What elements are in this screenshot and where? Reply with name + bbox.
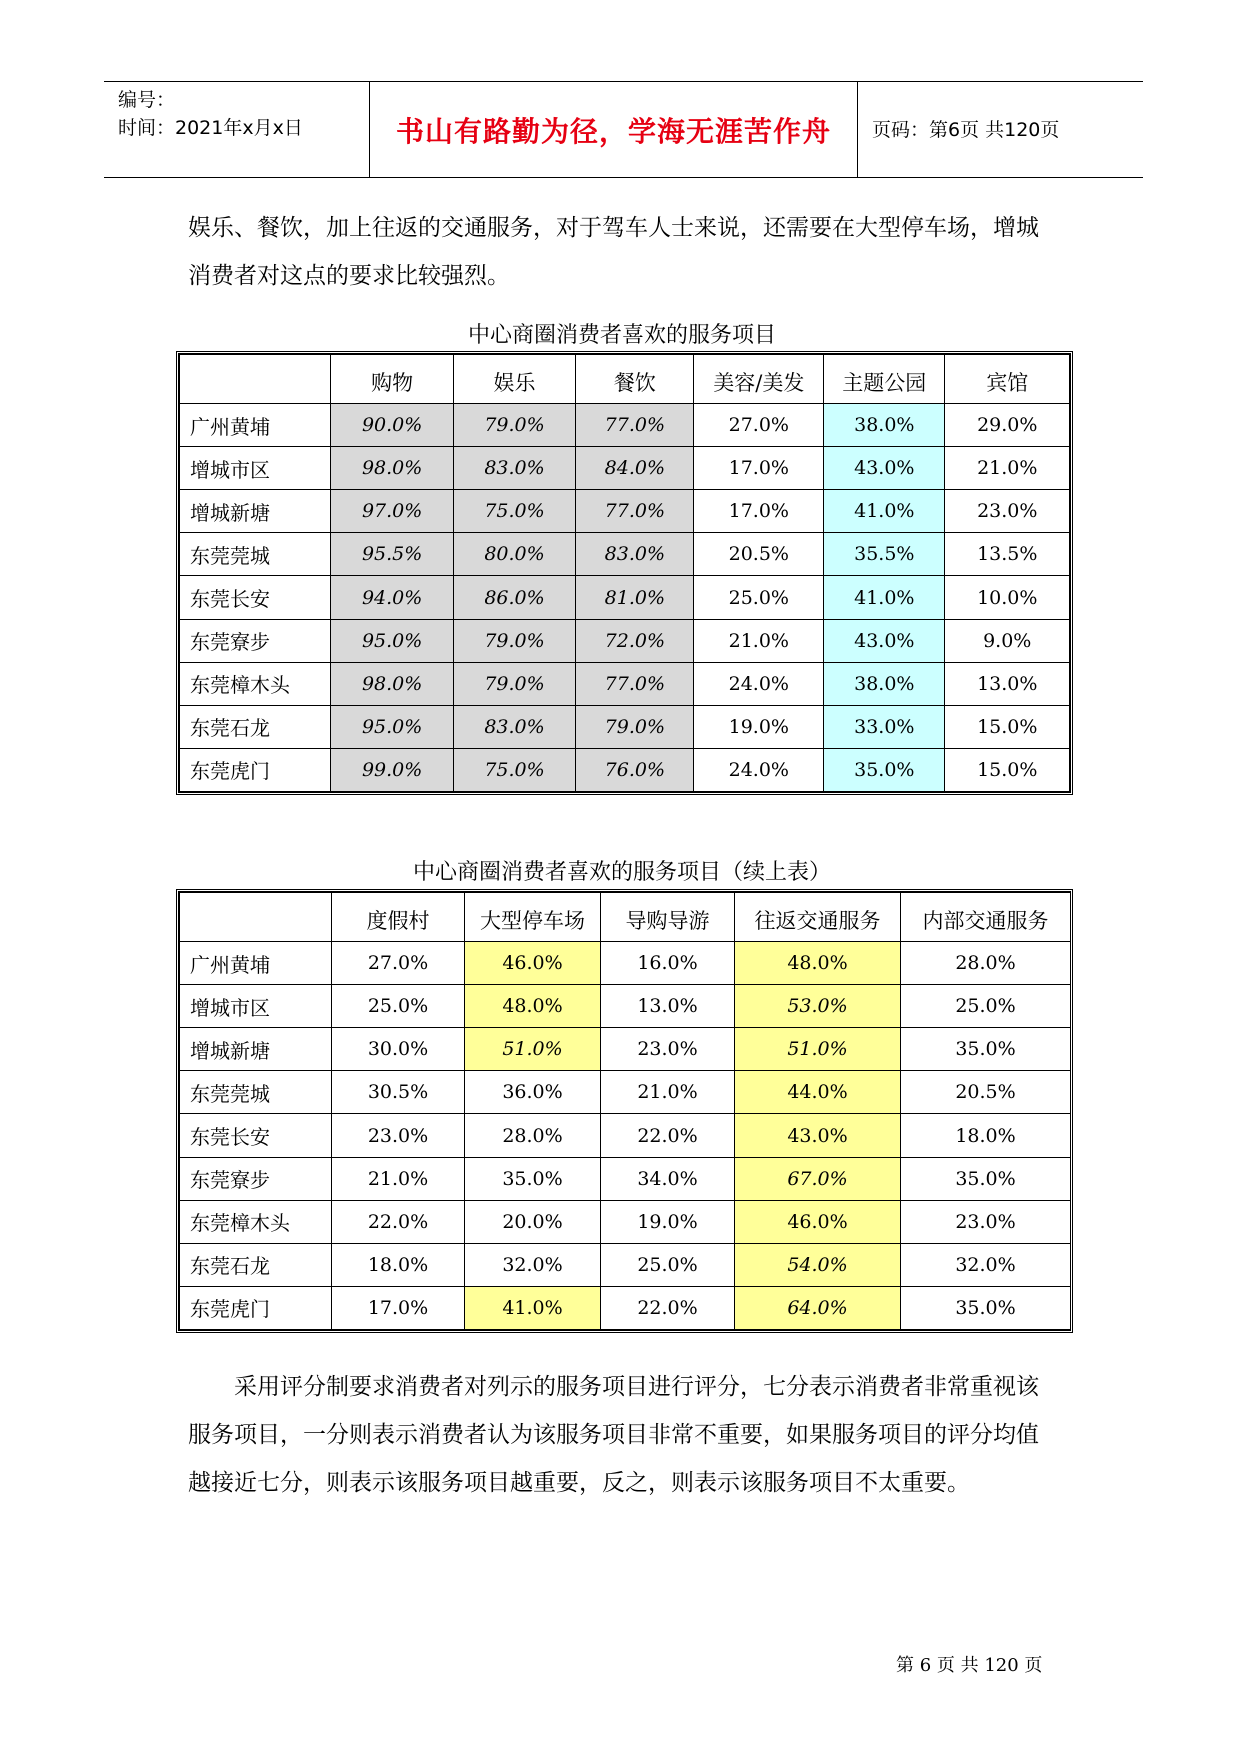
table-row xyxy=(180,576,1070,619)
column-header: 导购导游 xyxy=(601,893,735,942)
table-cell: 95.0% xyxy=(331,705,453,748)
table-cell: 22.0% xyxy=(332,1200,465,1243)
table-cell: 51.0% xyxy=(735,1028,901,1071)
body-paragraph-bottom: 采用评分制要求消费者对列示的服务项目进行评分，七分表示消费者非常重视该服务项目，一分则表示消费者认为该服务项目非常不重要，如果服务项目的评分均值越接近七分，则表示该服务项目越重要，反之，则表示该服务项目不太重要。 xyxy=(188,1374,1039,1496)
page-footer: 第 6 页 共 120 页 xyxy=(896,1655,1043,1676)
page-info: 页码：第6页 共120页 xyxy=(872,119,1060,141)
row-label: 东莞虎门 xyxy=(180,748,331,791)
table-cell: 20.0% xyxy=(465,1200,601,1243)
table-cell: 13.5% xyxy=(945,533,1070,576)
table-cell: 90.0% xyxy=(331,404,453,447)
column-header: 主题公园 xyxy=(824,355,945,404)
table-cell: 15.0% xyxy=(945,748,1070,791)
table2-caption: 中心商圈消费者喜欢的服务项目（续上表） xyxy=(412,860,831,885)
table-row xyxy=(180,447,1070,490)
table-cell: 32.0% xyxy=(465,1243,601,1286)
table-cell: 35.0% xyxy=(465,1157,601,1200)
table-cell: 41.0% xyxy=(465,1286,601,1329)
row-label: 东莞寮步 xyxy=(180,1157,332,1200)
header-motto: 书山有路勤为径，学海无涯苦作舟 xyxy=(395,115,831,148)
row-label: 东莞石龙 xyxy=(180,705,331,748)
table-cell: 72.0% xyxy=(576,619,694,662)
table-cell: 20.5% xyxy=(901,1071,1071,1114)
table-cell: 75.0% xyxy=(453,748,575,791)
table-cell: 79.0% xyxy=(576,705,694,748)
table-cell: 35.0% xyxy=(824,748,945,791)
table-cell: 28.0% xyxy=(465,1114,601,1157)
table-row xyxy=(180,985,1071,1028)
table-row xyxy=(180,1157,1071,1200)
row-label: 广州黄埔 xyxy=(180,942,332,985)
table-row xyxy=(180,490,1070,533)
table-cell: 33.0% xyxy=(824,705,945,748)
table1-caption: 中心商圈消费者喜欢的服务项目 xyxy=(467,323,776,348)
table-cell: 35.0% xyxy=(901,1028,1071,1071)
table-cell: 17.0% xyxy=(332,1286,465,1329)
table-cell: 86.0% xyxy=(453,576,575,619)
table-cell: 25.0% xyxy=(901,985,1071,1028)
table-cell: 76.0% xyxy=(576,748,694,791)
row-label: 东莞寮步 xyxy=(180,619,331,662)
table-row xyxy=(180,1286,1071,1329)
table-cell: 13.0% xyxy=(601,985,735,1028)
table-cell: 21.0% xyxy=(332,1157,465,1200)
table-cell: 22.0% xyxy=(601,1286,735,1329)
table-cell: 48.0% xyxy=(735,942,901,985)
table-cell: 23.0% xyxy=(332,1114,465,1157)
table-cell: 34.0% xyxy=(601,1157,735,1200)
table-cell: 67.0% xyxy=(735,1157,901,1200)
table-row xyxy=(180,404,1070,447)
page-header xyxy=(104,81,1143,178)
table-cell: 27.0% xyxy=(332,942,465,985)
table-cell: 35.0% xyxy=(901,1286,1071,1329)
row-label: 东莞虎门 xyxy=(180,1286,332,1329)
table-cell: 22.0% xyxy=(601,1114,735,1157)
column-header: 宾馆 xyxy=(945,355,1070,404)
table-cell: 99.0% xyxy=(331,748,453,791)
row-label: 东莞樟木头 xyxy=(180,1200,332,1243)
table2 xyxy=(176,889,1073,1333)
table-cell: 35.5% xyxy=(824,533,945,576)
table-cell: 35.0% xyxy=(901,1157,1071,1200)
table-cell: 19.0% xyxy=(601,1200,735,1243)
table-cell: 21.0% xyxy=(694,619,824,662)
body-paragraph-top: 娱乐、餐饮，加上往返的交通服务，对于驾车人士来说，还需要在大型停车场，增城消费者对这点的要求比较强烈。 xyxy=(188,215,1039,289)
table-cell: 23.0% xyxy=(945,490,1070,533)
table-cell: 51.0% xyxy=(465,1028,601,1071)
table-cell: 25.0% xyxy=(332,985,465,1028)
time-label: 时间：2021年x月x日 xyxy=(118,117,303,139)
table-cell: 97.0% xyxy=(331,490,453,533)
table-cell: 27.0% xyxy=(694,404,824,447)
row-label: 东莞樟木头 xyxy=(180,662,331,705)
table-cell: 84.0% xyxy=(576,447,694,490)
table-row xyxy=(180,662,1070,705)
table-cell: 21.0% xyxy=(945,447,1070,490)
header-meta xyxy=(118,86,358,142)
row-label: 增城市区 xyxy=(180,985,332,1028)
table-cell: 24.0% xyxy=(694,748,824,791)
table-cell: 75.0% xyxy=(453,490,575,533)
table-cell: 43.0% xyxy=(824,619,945,662)
table-cell: 9.0% xyxy=(945,619,1070,662)
column-header: 娱乐 xyxy=(453,355,575,404)
table-cell: 19.0% xyxy=(694,705,824,748)
table-cell: 24.0% xyxy=(694,662,824,705)
table-cell: 25.0% xyxy=(601,1243,735,1286)
table-cell: 80.0% xyxy=(453,533,575,576)
table-cell: 36.0% xyxy=(465,1071,601,1114)
table-cell: 83.0% xyxy=(576,533,694,576)
table-cell: 29.0% xyxy=(945,404,1070,447)
corner-cell xyxy=(180,893,332,942)
table-cell: 53.0% xyxy=(735,985,901,1028)
table-cell: 21.0% xyxy=(601,1071,735,1114)
table-cell: 10.0% xyxy=(945,576,1070,619)
table-row xyxy=(180,533,1070,576)
row-label: 增城市区 xyxy=(180,447,331,490)
column-header: 往返交通服务 xyxy=(735,893,901,942)
table-cell: 79.0% xyxy=(453,662,575,705)
column-header: 度假村 xyxy=(332,893,465,942)
table-cell: 20.5% xyxy=(694,533,824,576)
row-label: 东莞长安 xyxy=(180,576,331,619)
table-cell: 54.0% xyxy=(735,1243,901,1286)
table-cell: 43.0% xyxy=(824,447,945,490)
column-header: 美容/美发 xyxy=(694,355,824,404)
table-cell: 18.0% xyxy=(332,1243,465,1286)
table-cell: 30.5% xyxy=(332,1071,465,1114)
number-label: 编号： xyxy=(118,89,176,111)
row-label: 东莞石龙 xyxy=(180,1243,332,1286)
table-row xyxy=(180,942,1071,985)
table-cell: 41.0% xyxy=(824,490,945,533)
table-cell: 23.0% xyxy=(601,1028,735,1071)
table-row xyxy=(180,1200,1071,1243)
table-cell: 15.0% xyxy=(945,705,1070,748)
table-row xyxy=(180,619,1070,662)
table-row xyxy=(180,1114,1071,1157)
table-cell: 16.0% xyxy=(601,942,735,985)
corner-cell xyxy=(180,355,331,404)
table-cell: 17.0% xyxy=(694,490,824,533)
table-cell: 94.0% xyxy=(331,576,453,619)
column-header: 大型停车场 xyxy=(465,893,601,942)
table-cell: 79.0% xyxy=(453,619,575,662)
table-cell: 83.0% xyxy=(453,447,575,490)
row-label: 增城新塘 xyxy=(180,490,331,533)
table-header-row xyxy=(180,893,1071,942)
row-label: 东莞莞城 xyxy=(180,533,331,576)
table-cell: 83.0% xyxy=(453,705,575,748)
table-cell: 48.0% xyxy=(465,985,601,1028)
header-divider xyxy=(857,82,858,177)
table-row xyxy=(180,748,1070,791)
table-cell: 77.0% xyxy=(576,490,694,533)
table-cell: 17.0% xyxy=(694,447,824,490)
row-label: 广州黄埔 xyxy=(180,404,331,447)
table-cell: 30.0% xyxy=(332,1028,465,1071)
table-cell: 46.0% xyxy=(735,1200,901,1243)
table-cell: 32.0% xyxy=(901,1243,1071,1286)
table-cell: 13.0% xyxy=(945,662,1070,705)
table-cell: 79.0% xyxy=(453,404,575,447)
table-cell: 44.0% xyxy=(735,1071,901,1114)
table-cell: 46.0% xyxy=(465,942,601,985)
table-cell: 18.0% xyxy=(901,1114,1071,1157)
row-label: 东莞长安 xyxy=(180,1114,332,1157)
table1 xyxy=(176,351,1073,795)
row-label: 东莞莞城 xyxy=(180,1071,332,1114)
column-header: 内部交通服务 xyxy=(901,893,1071,942)
column-header: 餐饮 xyxy=(576,355,694,404)
table-cell: 81.0% xyxy=(576,576,694,619)
table-row xyxy=(180,1243,1071,1286)
table-cell: 38.0% xyxy=(824,404,945,447)
row-label: 增城新塘 xyxy=(180,1028,332,1071)
table-cell: 41.0% xyxy=(824,576,945,619)
table-cell: 98.0% xyxy=(331,662,453,705)
table-cell: 25.0% xyxy=(694,576,824,619)
table-cell: 77.0% xyxy=(576,404,694,447)
table-cell: 77.0% xyxy=(576,662,694,705)
table-cell: 98.0% xyxy=(331,447,453,490)
table-cell: 23.0% xyxy=(901,1200,1071,1243)
column-header: 购物 xyxy=(331,355,453,404)
table-cell: 95.5% xyxy=(331,533,453,576)
table-cell: 28.0% xyxy=(901,942,1071,985)
table-cell: 38.0% xyxy=(824,662,945,705)
table-header-row xyxy=(180,355,1070,404)
table-cell: 64.0% xyxy=(735,1286,901,1329)
table-cell: 95.0% xyxy=(331,619,453,662)
table-row xyxy=(180,1071,1071,1114)
table-row xyxy=(180,1028,1071,1071)
table-cell: 43.0% xyxy=(735,1114,901,1157)
table-row xyxy=(180,705,1070,748)
